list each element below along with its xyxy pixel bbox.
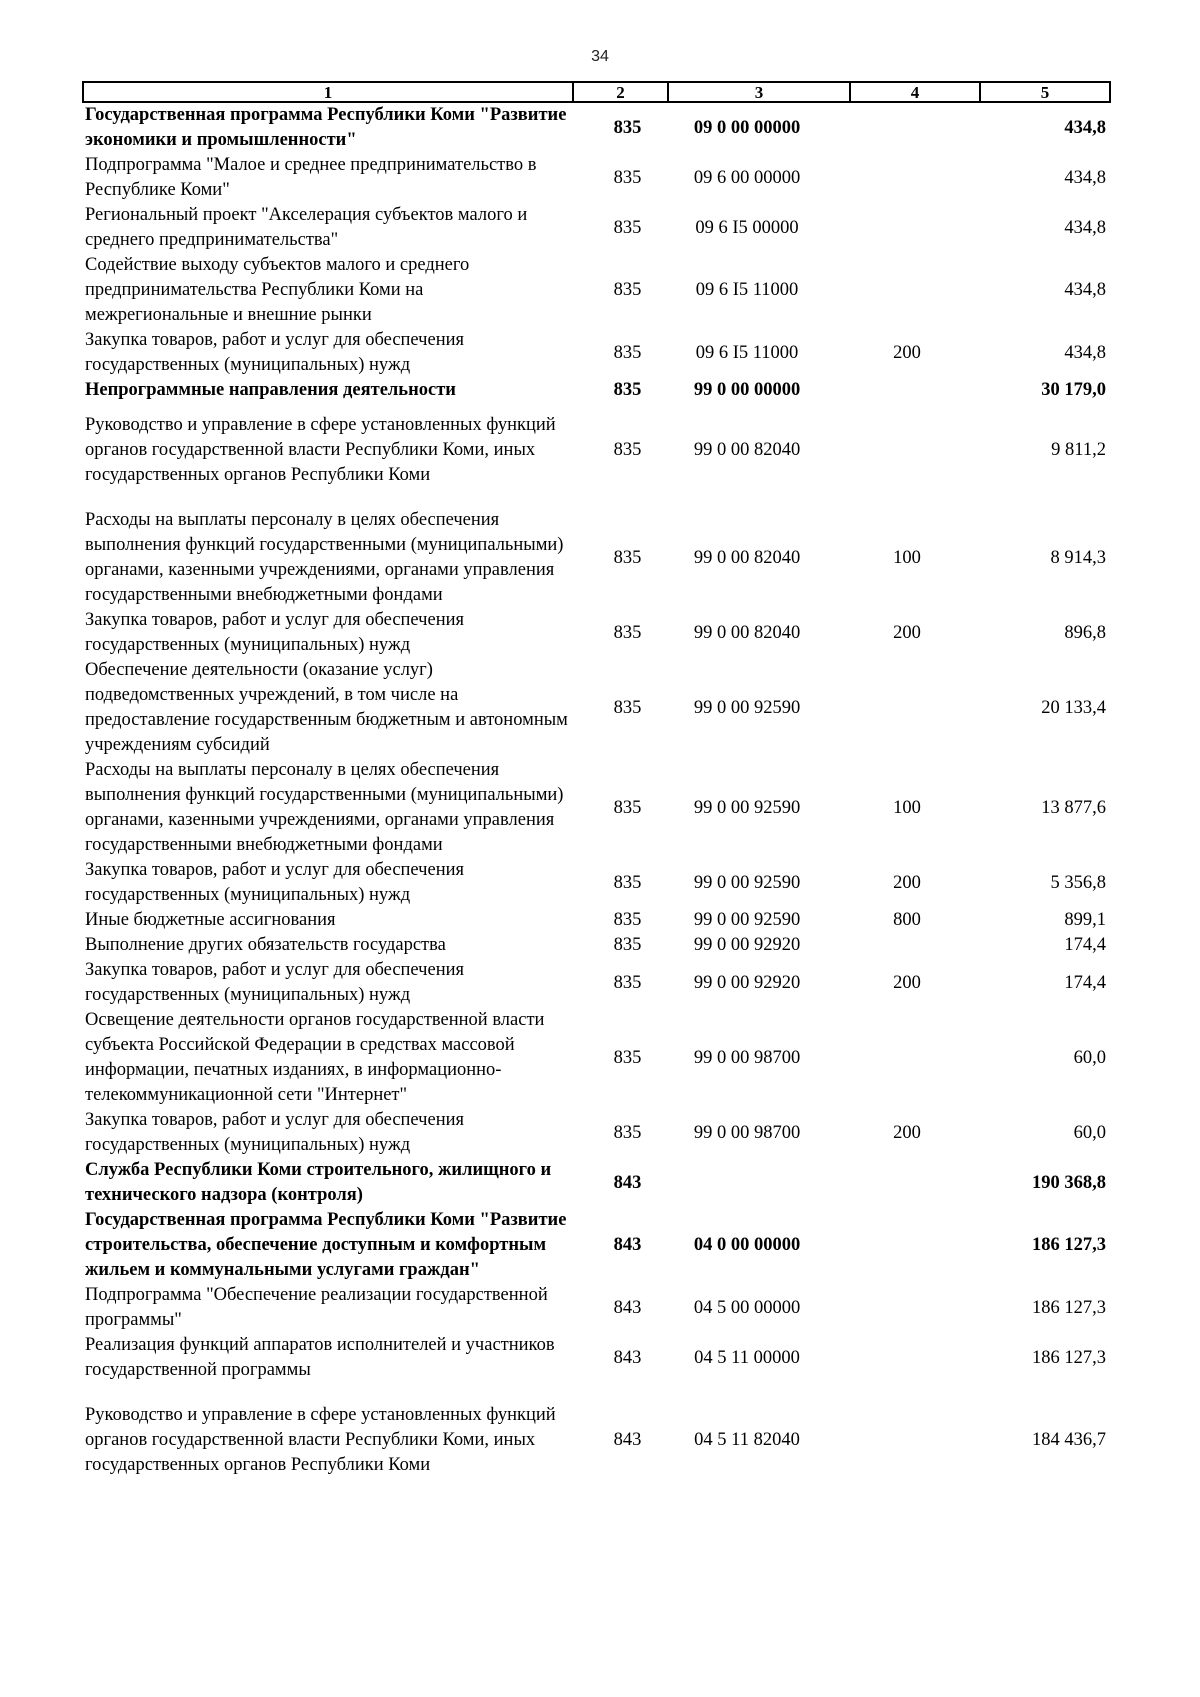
- table-row: [83, 908, 1110, 933]
- table-row: [83, 1283, 1110, 1333]
- row-gr-cell: 835: [613, 697, 642, 718]
- header-col-2: 2: [573, 82, 668, 102]
- table-row: [83, 658, 1110, 758]
- row-vr-cell: 100: [893, 797, 921, 818]
- row-name-cell: Закупка товаров, работ и услуг для обеспечения государственных (муниципальных) нужд: [85, 860, 465, 905]
- header-col-5: 5: [980, 82, 1110, 102]
- row-csr-cell: 04 5 11 82040: [694, 1430, 800, 1450]
- row-vr-cell: [850, 1008, 980, 1108]
- row-sum-cell: 174,4: [1064, 972, 1106, 993]
- row-sum-cell: 899,1: [1064, 910, 1106, 930]
- row-csr-cell: 99 0 00 98700: [693, 1122, 801, 1143]
- row-vr-cell: 200: [893, 872, 921, 893]
- row-csr-cell: 99 0 00 92590: [693, 797, 801, 818]
- row-gr-cell: 843: [613, 1297, 642, 1318]
- budget-table: [82, 81, 1111, 1478]
- row-csr-cell: 99 0 00 92590: [693, 910, 801, 930]
- row-sum-cell: 434,8: [1064, 342, 1106, 363]
- row-name-cell: Подпрограмма "Обеспечение реализации государственной программы": [85, 1285, 548, 1330]
- row-sum-cell: 434,8: [1064, 117, 1106, 138]
- row-sum-cell: 186 127,3: [1032, 1297, 1106, 1318]
- table-row: [83, 1008, 1110, 1108]
- row-csr-cell: 09 6 I5 00000: [695, 217, 799, 238]
- row-name-cell: Руководство и управление в сфере установленных функций органов государственной власти Республики Коми, иных государственных органов Республики Коми: [85, 415, 556, 485]
- row-gr-cell: 835: [613, 547, 642, 568]
- row-name-cell: Иные бюджетные ассигнования: [85, 910, 336, 930]
- row-vr-cell: [850, 658, 980, 758]
- row-sum-cell: 5 356,8: [1050, 872, 1106, 893]
- row-gr-cell: 843: [613, 1235, 642, 1255]
- table-row: [83, 328, 1110, 378]
- row-vr-cell: [850, 378, 980, 403]
- row-vr-cell: [850, 1333, 980, 1393]
- row-vr-cell: 100: [893, 547, 921, 568]
- row-vr-cell: [850, 153, 980, 203]
- row-csr-cell: 99 0 00 92590: [693, 872, 801, 893]
- row-csr-cell: 99 0 00 98700: [693, 1047, 801, 1068]
- row-sum-cell: 434,8: [1064, 167, 1106, 188]
- row-name-cell: Закупка товаров, работ и услуг для обеспечения государственных (муниципальных) нужд: [85, 610, 465, 655]
- row-gr-cell: 835: [613, 217, 642, 238]
- row-name-cell: Реализация функций аппаратов исполнителей и участников государственной программы: [85, 1335, 555, 1380]
- row-csr-cell: 09 0 00 00000: [693, 117, 801, 138]
- table-row: [83, 1393, 1110, 1478]
- row-gr-cell: 835: [613, 167, 642, 188]
- row-vr-cell: 800: [893, 910, 921, 930]
- table-row: [83, 253, 1110, 328]
- row-sum-cell: 186 127,3: [1032, 1235, 1106, 1255]
- table-row: [83, 858, 1110, 908]
- table-body: [83, 102, 1110, 1478]
- row-gr-cell: 835: [613, 622, 642, 643]
- row-gr-cell: 835: [613, 797, 642, 818]
- row-gr-cell: 835: [613, 935, 642, 955]
- row-name-cell: Подпрограмма "Малое и среднее предпринимательство в Республике Коми": [85, 155, 537, 200]
- row-csr-cell: 99 0 00 92590: [693, 697, 801, 718]
- row-sum-cell: 174,4: [1064, 935, 1106, 955]
- row-gr-cell: 835: [613, 910, 642, 930]
- table-row: [83, 608, 1110, 658]
- row-name-cell: Закупка товаров, работ и услуг для обеспечения государственных (муниципальных) нужд: [85, 960, 465, 1005]
- row-name-cell: Служба Республики Коми строительного, жилищного и технического надзора (контроля): [85, 1160, 552, 1205]
- header-row: [83, 82, 1110, 102]
- page-number: 34: [591, 48, 609, 65]
- row-vr-cell: 200: [893, 342, 921, 363]
- row-vr-cell: [850, 403, 980, 498]
- row-name-cell: Закупка товаров, работ и услуг для обеспечения государственных (муниципальных) нужд: [85, 330, 465, 375]
- row-gr-cell: 835: [613, 872, 642, 893]
- table-row: [83, 1158, 1110, 1208]
- row-csr-cell: 99 0 00 82040: [693, 440, 801, 460]
- row-vr-cell: [850, 1283, 980, 1333]
- row-gr-cell: 835: [613, 972, 642, 993]
- row-sum-cell: 190 368,8: [1032, 1172, 1106, 1193]
- table-row: [83, 758, 1110, 858]
- row-gr-cell: 835: [613, 117, 642, 138]
- table-row: [83, 203, 1110, 253]
- row-csr-cell: 04 0 00 00000: [693, 1235, 801, 1255]
- row-name-cell: Государственная программа Республики Коми "Развитие экономики и промышленности": [85, 105, 567, 150]
- row-name-cell: Государственная программа Республики Коми "Развитие строительства, обеспечение доступным и комфортным жильем и коммунальными услугами граждан": [85, 1210, 567, 1280]
- row-vr-cell: 200: [893, 622, 921, 643]
- table-row: [83, 102, 1110, 153]
- table-row: [83, 1333, 1110, 1393]
- row-vr-cell: [850, 253, 980, 328]
- row-sum-cell: 30 179,0: [1041, 380, 1106, 400]
- row-csr-cell: 09 6 I5 11000: [695, 342, 799, 363]
- row-name-cell: Расходы на выплаты персоналу в целях обеспечения выполнения функций государственными (муниципальными) органами, казенными учреждениями, органами управления государственными внебюджетными фондами: [85, 760, 564, 855]
- row-name-cell: Расходы на выплаты персоналу в целях обеспечения выполнения функций государственными (муниципальными) органами, казенными учреждениями, органами управления государственными внебюджетными фондами: [85, 510, 564, 605]
- table-row: [83, 1108, 1110, 1158]
- table-row: [83, 378, 1110, 403]
- row-vr-cell: 200: [893, 1122, 921, 1143]
- row-name-cell: Содействие выходу субъектов малого и среднего предпринимательства Республики Коми на межрегиональные и внешние рынки: [85, 255, 470, 325]
- row-csr-cell: 99 0 00 82040: [693, 547, 801, 568]
- row-csr-cell: 09 6 00 00000: [693, 167, 801, 188]
- row-name-cell: Обеспечение деятельности (оказание услуг) подведомственных учреждений, в том числе на предоставление государственным бюджетным и автономным учреждениям субсидий: [85, 660, 568, 755]
- table-row: [83, 403, 1110, 498]
- table-row: [83, 933, 1110, 958]
- row-sum-cell: 60,0: [1073, 1047, 1106, 1068]
- row-sum-cell: 8 914,3: [1050, 547, 1106, 568]
- row-csr-cell: 99 0 00 82040: [693, 622, 801, 643]
- row-csr-cell: 99 0 00 92920: [693, 972, 801, 993]
- row-gr-cell: 835: [613, 1047, 642, 1068]
- row-gr-cell: 835: [613, 440, 642, 460]
- row-sum-cell: 434,8: [1064, 217, 1106, 238]
- row-vr-cell: [850, 102, 980, 153]
- row-gr-cell: 835: [613, 1122, 642, 1143]
- row-sum-cell: 434,8: [1064, 280, 1106, 300]
- header-col-1: 1: [83, 82, 573, 102]
- row-vr-cell: [850, 1158, 980, 1208]
- row-sum-cell: 896,8: [1064, 622, 1106, 643]
- row-gr-cell: 835: [613, 280, 642, 300]
- row-vr-cell: [850, 933, 980, 958]
- row-gr-cell: 843: [613, 1430, 642, 1450]
- row-name-cell: Руководство и управление в сфере установленных функций органов государственной власти Республики Коми, иных государственных органов Республики Коми: [85, 1405, 556, 1475]
- row-sum-cell: 60,0: [1073, 1122, 1106, 1143]
- row-vr-cell: [850, 203, 980, 253]
- row-gr-cell: 835: [613, 342, 642, 363]
- row-gr-cell: 843: [613, 1347, 642, 1368]
- row-csr-cell: [668, 1158, 850, 1208]
- row-name-cell: Непрограммные направления деятельности: [85, 380, 456, 400]
- table-row: [83, 153, 1110, 203]
- row-vr-cell: 200: [893, 972, 921, 993]
- row-name-cell: Региональный проект "Акселерация субъектов малого и среднего предпринимательства": [85, 205, 528, 250]
- header-col-3: 3: [668, 82, 850, 102]
- table-row: [83, 498, 1110, 608]
- row-csr-cell: 04 5 00 00000: [693, 1297, 801, 1318]
- row-csr-cell: 99 0 00 92920: [693, 935, 801, 955]
- row-csr-cell: 09 6 I5 11000: [695, 280, 799, 300]
- row-csr-cell: 99 0 00 00000: [693, 380, 801, 400]
- row-gr-cell: 835: [613, 380, 642, 400]
- row-sum-cell: 186 127,3: [1032, 1347, 1106, 1368]
- row-name-cell: Закупка товаров, работ и услуг для обеспечения государственных (муниципальных) нужд: [85, 1110, 465, 1155]
- row-sum-cell: 20 133,4: [1041, 697, 1106, 718]
- row-name-cell: Выполнение других обязательств государства: [85, 935, 446, 955]
- row-sum-cell: 9 811,2: [1051, 440, 1106, 460]
- row-sum-cell: 184 436,7: [1032, 1430, 1106, 1450]
- row-name-cell: Освещение деятельности органов государственной власти субъекта Российской Федерации в средствах массовой информации, печатных изданиях, в информационно-телекоммуникационной сети "Интернет": [85, 1010, 545, 1105]
- row-vr-cell: [850, 1393, 980, 1478]
- table-row: [83, 1208, 1110, 1283]
- table-row: [83, 958, 1110, 1008]
- row-csr-cell: 04 5 11 00000: [694, 1347, 800, 1368]
- row-sum-cell: 13 877,6: [1041, 797, 1106, 818]
- row-gr-cell: 843: [613, 1172, 642, 1193]
- header-col-4: 4: [850, 82, 980, 102]
- row-vr-cell: [850, 1208, 980, 1283]
